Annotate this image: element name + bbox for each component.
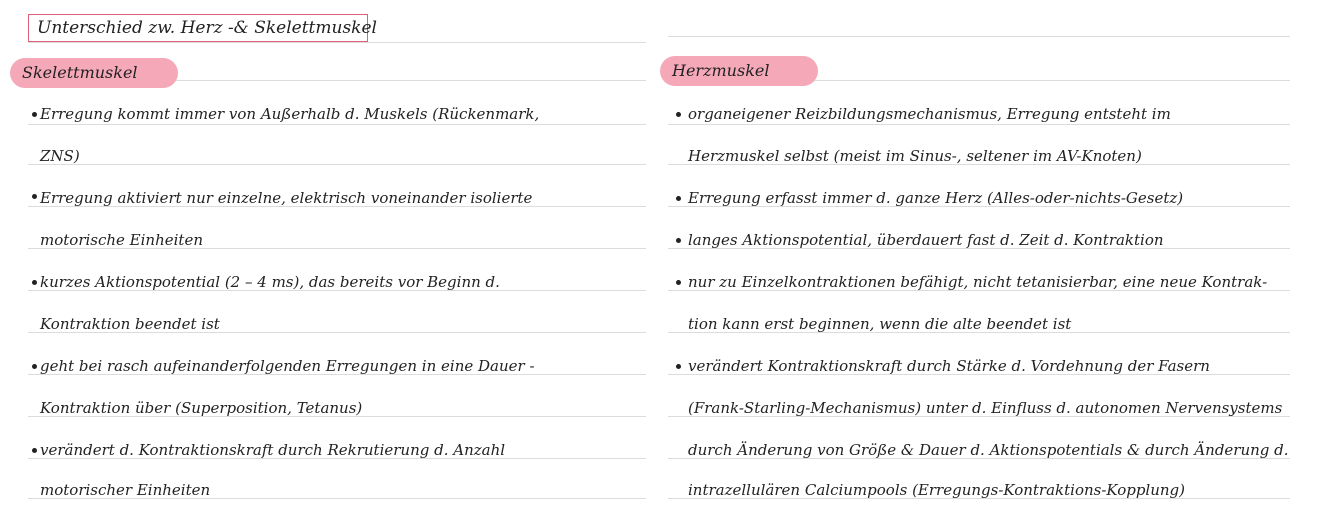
note-line: Kontraktion beendet ist bbox=[40, 315, 220, 333]
note-line: ZNS) bbox=[40, 147, 80, 165]
note-line: organeigener Reizbildungsmechanismus, Erregung entsteht im bbox=[688, 105, 1171, 123]
note-line: motorische Einheiten bbox=[40, 231, 203, 249]
ruled-line bbox=[28, 42, 646, 43]
bullet-dot bbox=[32, 194, 37, 199]
note-line: Erregung aktiviert nur einzelne, elektrisch voneinander isolierte bbox=[40, 189, 533, 207]
note-line: motorischer Einheiten bbox=[40, 481, 211, 499]
note-line: Kontraktion über (Superposition, Tetanus) bbox=[40, 399, 363, 417]
note-line: verändert d. Kontraktionskraft durch Rekrutierung d. Anzahl bbox=[40, 441, 506, 459]
bullet-dot bbox=[676, 364, 681, 369]
bullet-dot bbox=[32, 364, 37, 369]
bullet-dot bbox=[32, 448, 37, 453]
note-line: verändert Kontraktionskraft durch Stärke d. Vordehnung der Fasern bbox=[688, 357, 1210, 375]
note-line: intrazellulären Calciumpools (Erregungs-Kontraktions-Kopplung) bbox=[688, 481, 1186, 499]
section-heading-cardiac: Herzmuskel bbox=[660, 56, 818, 86]
bullet-dot bbox=[676, 280, 681, 285]
note-line: Herzmuskel selbst (meist im Sinus-, seltener im AV-Knoten) bbox=[688, 147, 1142, 165]
note-line: Erregung erfasst immer d. ganze Herz (Alles-oder-nichts-Gesetz) bbox=[688, 189, 1184, 207]
note-line: nur zu Einzelkontraktionen befähigt, nicht tetanisierbar, eine neue Kontrak- bbox=[688, 273, 1268, 291]
page-title: Unterschied zw. Herz -& Skelettmuskel bbox=[28, 14, 368, 42]
ruled-line bbox=[28, 164, 646, 165]
note-line: durch Änderung von Größe & Dauer d. Aktionspotentials & durch Änderung d. bbox=[688, 441, 1289, 459]
note-line: (Frank-Starling-Mechanismus) unter d. Einfluss d. autonomen Nervensystems bbox=[688, 399, 1283, 417]
bullet-dot bbox=[32, 280, 37, 285]
note-line: tion kann erst beginnen, wenn die alte beendet ist bbox=[688, 315, 1072, 333]
section-heading-skeletal: Skelettmuskel bbox=[10, 58, 178, 88]
ruled-line bbox=[668, 124, 1290, 125]
ruled-line bbox=[668, 36, 1290, 37]
note-line: geht bei rasch aufeinanderfolgenden Erregungen in eine Dauer - bbox=[40, 357, 535, 375]
note-line: kurzes Aktionspotential (2 – 4 ms), das bereits vor Beginn d. bbox=[40, 273, 500, 291]
bullet-dot bbox=[32, 112, 37, 117]
bullet-dot bbox=[676, 196, 681, 201]
note-line: langes Aktionspotential, überdauert fast d. Zeit d. Kontraktion bbox=[688, 231, 1164, 249]
bullet-dot bbox=[676, 112, 681, 117]
note-line: Erregung kommt immer von Außerhalb d. Muskels (Rückenmark, bbox=[40, 105, 540, 123]
ruled-line bbox=[28, 124, 646, 125]
bullet-dot bbox=[676, 238, 681, 243]
